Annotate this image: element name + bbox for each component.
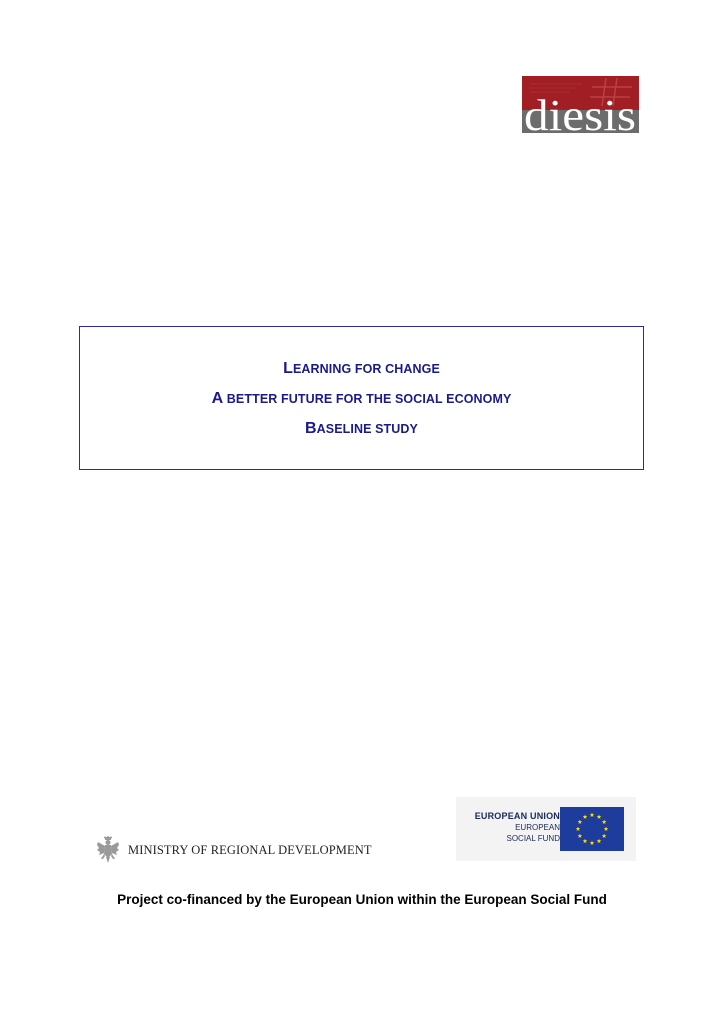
footer-note: Project co-financed by the European Union within the European Social Fund: [117, 892, 607, 907]
title-line-3: BASELINE STUDY: [305, 420, 418, 437]
polish-eagle-emblem-icon: [96, 836, 120, 864]
eu-flag-icon: [560, 807, 624, 851]
eu-social-fund-logo: [456, 797, 636, 861]
ministry-logo: [96, 836, 372, 864]
eu-logo-line-1: EUROPEAN UNION: [474, 811, 560, 821]
diesis-logo-graphic: [522, 76, 639, 133]
title-box: [79, 326, 644, 470]
diesis-logo: [522, 76, 639, 133]
ministry-label: MINISTRY OF REGIONAL DEVELOPMENT: [128, 842, 372, 857]
eu-logo-line-2: EUROPEAN: [515, 823, 560, 832]
title-line-1: LEARNING FOR CHANGE: [283, 360, 440, 377]
title-line-2: A BETTER FUTURE FOR THE SOCIAL ECONOMY: [211, 390, 512, 407]
diesis-logo-text: diesis: [524, 91, 636, 133]
eu-logo-line-3: SOCIAL FUND: [506, 834, 560, 843]
eu-logo-text: [475, 811, 560, 844]
